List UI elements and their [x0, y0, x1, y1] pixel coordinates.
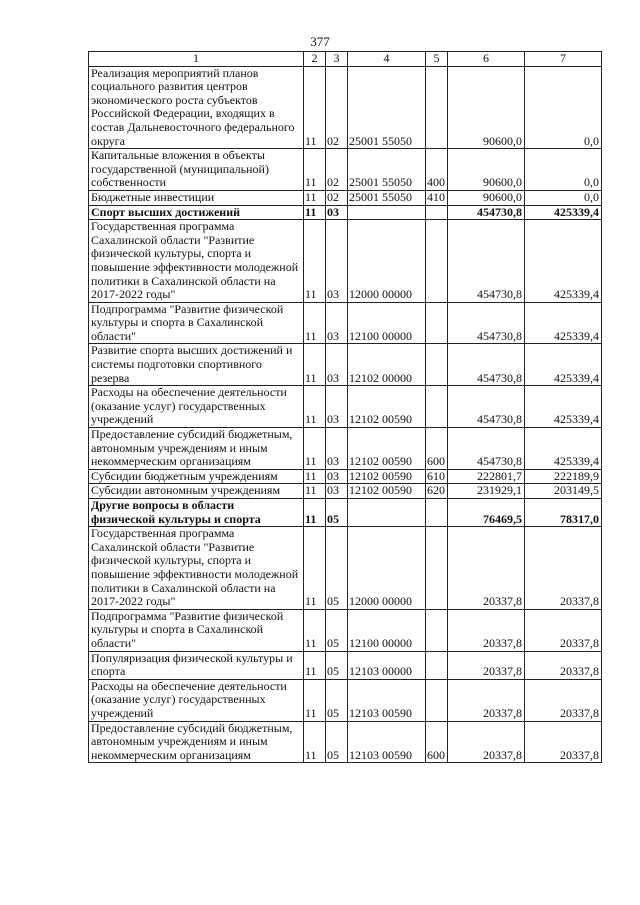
amount-col6-cell: 90600,0: [448, 66, 525, 149]
subsection-code-cell: 05: [326, 651, 348, 679]
target-article-cell: 12000 00000: [348, 220, 426, 303]
table-body: [89, 66, 602, 763]
subsection-code-cell: 03: [326, 205, 348, 220]
subsection-code-cell: 03: [326, 302, 348, 344]
amount-col7-cell: 20337,8: [525, 721, 602, 763]
section-code-cell: 11: [304, 302, 326, 344]
row-name-cell: Другие вопросы в области физической культуры и спорта: [89, 499, 304, 527]
expense-type-cell: [426, 527, 448, 610]
table-row: [89, 205, 602, 220]
section-code-cell: 11: [304, 66, 326, 149]
amount-col6-cell: 454730,8: [448, 205, 525, 220]
column-header: 3: [326, 52, 348, 67]
row-name-cell: Бюджетные инвестиции: [89, 190, 304, 205]
expense-type-cell: [426, 386, 448, 428]
amount-col6-cell: 90600,0: [448, 149, 525, 191]
row-name-cell: Расходы на обеспечение деятельности (оказание услуг) государственных учреждений: [89, 679, 304, 721]
amount-col6-cell: 90600,0: [448, 190, 525, 205]
table-row: [89, 190, 602, 205]
amount-col7-cell: 425339,4: [525, 428, 602, 470]
table-row: [89, 220, 602, 303]
row-name-cell: Государственная программа Сахалинской области "Развитие физической культуры, спорта и повышение эффективности молодежной политики в Сахалинской области на 2017-2022 годы": [89, 220, 304, 303]
section-code-cell: 11: [304, 205, 326, 220]
amount-col7-cell: 425339,4: [525, 344, 602, 386]
target-article-cell: 12102 00590: [348, 484, 426, 499]
expense-type-cell: [426, 205, 448, 220]
target-article-cell: 25001 55050: [348, 66, 426, 149]
section-code-cell: 11: [304, 499, 326, 527]
amount-col7-cell: 203149,5: [525, 484, 602, 499]
section-code-cell: 11: [304, 220, 326, 303]
amount-col7-cell: 425339,4: [525, 302, 602, 344]
table-row: [89, 469, 602, 484]
expense-type-cell: [426, 609, 448, 651]
amount-col7-cell: 0,0: [525, 190, 602, 205]
expense-type-cell: 410: [426, 190, 448, 205]
amount-col6-cell: 222801,7: [448, 469, 525, 484]
section-code-cell: 11: [304, 469, 326, 484]
expense-type-cell: 620: [426, 484, 448, 499]
amount-col6-cell: 454730,8: [448, 386, 525, 428]
table-row: [89, 484, 602, 499]
table-row: [89, 609, 602, 651]
column-header: 4: [348, 52, 426, 67]
target-article-cell: [348, 205, 426, 220]
expense-type-cell: [426, 220, 448, 303]
amount-col6-cell: 20337,8: [448, 609, 525, 651]
row-name-cell: Субсидии бюджетным учреждениям: [89, 469, 304, 484]
amount-col7-cell: 20337,8: [525, 679, 602, 721]
amount-col6-cell: 20337,8: [448, 721, 525, 763]
expense-type-cell: 600: [426, 428, 448, 470]
amount-col7-cell: 0,0: [525, 66, 602, 149]
target-article-cell: 12103 00590: [348, 721, 426, 763]
column-header: 2: [304, 52, 326, 67]
amount-col6-cell: 20337,8: [448, 527, 525, 610]
table-row: [89, 344, 602, 386]
subsection-code-cell: 03: [326, 428, 348, 470]
subsection-code-cell: 05: [326, 527, 348, 610]
row-name-cell: Предоставление субсидий бюджетным, автономным учреждениям и иным некоммерческим организациям: [89, 428, 304, 470]
target-article-cell: 25001 55050: [348, 190, 426, 205]
section-code-cell: 11: [304, 386, 326, 428]
subsection-code-cell: 02: [326, 149, 348, 191]
expense-type-cell: 610: [426, 469, 448, 484]
amount-col6-cell: 454730,8: [448, 344, 525, 386]
amount-col7-cell: 425339,4: [525, 205, 602, 220]
amount-col7-cell: 222189,9: [525, 469, 602, 484]
table-row: [89, 149, 602, 191]
target-article-cell: 12100 00000: [348, 302, 426, 344]
section-code-cell: 11: [304, 428, 326, 470]
row-name-cell: Субсидии автономным учреждениям: [89, 484, 304, 499]
table-row: [89, 302, 602, 344]
target-article-cell: 25001 55050: [348, 149, 426, 191]
section-code-cell: 11: [304, 651, 326, 679]
row-name-cell: Расходы на обеспечение деятельности (оказание услуг) государственных учреждений: [89, 386, 304, 428]
expense-type-cell: 600: [426, 721, 448, 763]
row-name-cell: Подпрограмма "Развитие физической культуры и спорта в Сахалинской области": [89, 609, 304, 651]
expense-type-cell: [426, 344, 448, 386]
amount-col7-cell: 78317,0: [525, 499, 602, 527]
row-name-cell: Государственная программа Сахалинской области "Развитие физической культуры, спорта и повышение эффективности молодежной политики в Сахалинской области на 2017-2022 годы": [89, 527, 304, 610]
table-row: [89, 527, 602, 610]
expense-type-cell: [426, 651, 448, 679]
amount-col7-cell: 20337,8: [525, 651, 602, 679]
amount-col7-cell: 0,0: [525, 149, 602, 191]
column-header: 5: [426, 52, 448, 67]
target-article-cell: 12102 00590: [348, 428, 426, 470]
subsection-code-cell: 05: [326, 499, 348, 527]
budget-table: [88, 51, 602, 763]
row-name-cell: Капитальные вложения в объекты государственной (муниципальной) собственности: [89, 149, 304, 191]
table-row: [89, 721, 602, 763]
expense-type-cell: [426, 679, 448, 721]
amount-col6-cell: 20337,8: [448, 679, 525, 721]
subsection-code-cell: 03: [326, 469, 348, 484]
section-code-cell: 11: [304, 344, 326, 386]
amount-col6-cell: 20337,8: [448, 651, 525, 679]
subsection-code-cell: 03: [326, 484, 348, 499]
subsection-code-cell: 02: [326, 190, 348, 205]
section-code-cell: 11: [304, 527, 326, 610]
table-row: [89, 499, 602, 527]
amount-col6-cell: 76469,5: [448, 499, 525, 527]
row-name-cell: Спорт высших достижений: [89, 205, 304, 220]
amount-col6-cell: 231929,1: [448, 484, 525, 499]
section-code-cell: 11: [304, 721, 326, 763]
expense-type-cell: [426, 66, 448, 149]
amount-col6-cell: 454730,8: [448, 220, 525, 303]
target-article-cell: 12103 00000: [348, 651, 426, 679]
amount-col6-cell: 454730,8: [448, 428, 525, 470]
target-article-cell: [348, 499, 426, 527]
target-article-cell: 12102 00590: [348, 386, 426, 428]
amount-col7-cell: 425339,4: [525, 386, 602, 428]
column-header: 7: [525, 52, 602, 67]
expense-type-cell: [426, 499, 448, 527]
table-row: [89, 66, 602, 149]
target-article-cell: 12000 00000: [348, 527, 426, 610]
expense-type-cell: [426, 302, 448, 344]
expense-type-cell: 400: [426, 149, 448, 191]
amount-col7-cell: 20337,8: [525, 527, 602, 610]
table-row: [89, 679, 602, 721]
table-header-row: [89, 52, 602, 67]
subsection-code-cell: 05: [326, 679, 348, 721]
page-number: 377: [310, 34, 330, 49]
row-name-cell: Реализация мероприятий планов социального развития центров экономического роста субъектов Российской Федерации, входящих в состав Дальневосточного федерального округа: [89, 66, 304, 149]
subsection-code-cell: 03: [326, 344, 348, 386]
column-header: 6: [448, 52, 525, 67]
subsection-code-cell: 03: [326, 386, 348, 428]
section-code-cell: 11: [304, 190, 326, 205]
column-header: 1: [89, 52, 304, 67]
amount-col6-cell: 454730,8: [448, 302, 525, 344]
row-name-cell: Предоставление субсидий бюджетным, автономным учреждениям и иным некоммерческим организациям: [89, 721, 304, 763]
section-code-cell: 11: [304, 149, 326, 191]
subsection-code-cell: 03: [326, 220, 348, 303]
target-article-cell: 12103 00590: [348, 679, 426, 721]
table-row: [89, 386, 602, 428]
amount-col7-cell: 20337,8: [525, 609, 602, 651]
subsection-code-cell: 05: [326, 721, 348, 763]
subsection-code-cell: 05: [326, 609, 348, 651]
table-row: [89, 428, 602, 470]
row-name-cell: Популяризация физической культуры и спорта: [89, 651, 304, 679]
target-article-cell: 12100 00000: [348, 609, 426, 651]
row-name-cell: Подпрограмма "Развитие физической культуры и спорта в Сахалинской области": [89, 302, 304, 344]
subsection-code-cell: 02: [326, 66, 348, 149]
section-code-cell: 11: [304, 484, 326, 499]
section-code-cell: 11: [304, 679, 326, 721]
target-article-cell: 12102 00000: [348, 344, 426, 386]
row-name-cell: Развитие спорта высших достижений и системы подготовки спортивного резерва: [89, 344, 304, 386]
amount-col7-cell: 425339,4: [525, 220, 602, 303]
section-code-cell: 11: [304, 609, 326, 651]
target-article-cell: 12102 00590: [348, 469, 426, 484]
table-row: [89, 651, 602, 679]
